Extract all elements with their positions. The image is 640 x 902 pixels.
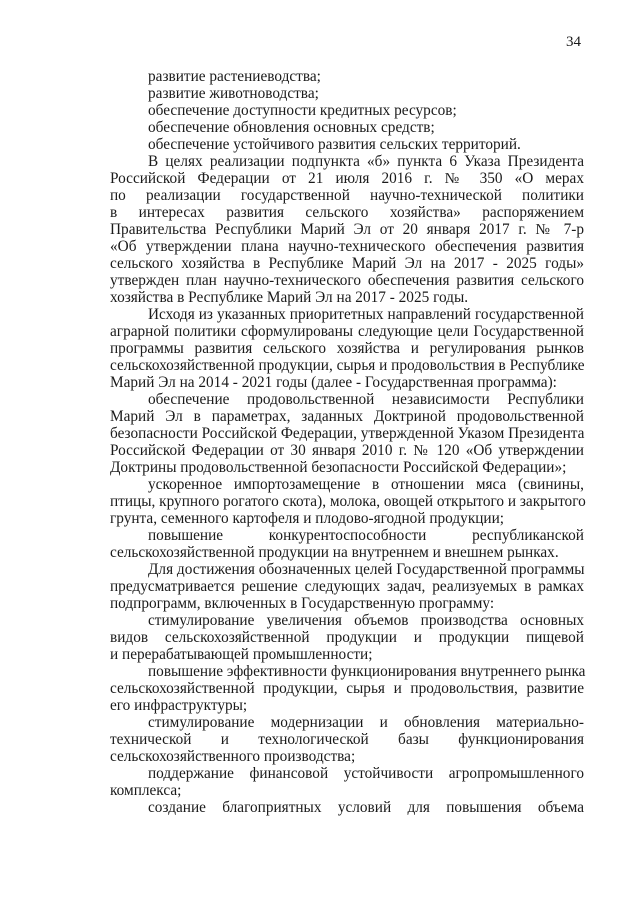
page-number: 34 [566,34,581,50]
text-line: в интересах развития сельского хозяйства» распоряжением [110,204,584,221]
text-line: хозяйства в Республике Марий Эл на 2017 - 2025 годы. [110,289,469,306]
text-line: развитие растениеводства; [148,68,321,85]
text-line: Марий Эл на 2014 - 2021 годы (далее - Государственная программа): [110,374,557,391]
text-line: сельскохозяйственной продукции на внутреннем и внешнем рынках. [110,544,559,561]
text-line: Марий Эл в параметрах, заданных Доктриной продовольственной [110,408,584,425]
text-line: создание благоприятных условий для повышения объема [148,799,584,816]
text-line: сельского хозяйства в Республике Марий Эл на 2017 - 2025 годы» [110,255,584,272]
text-line: Для достижения обозначенных целей Государственной программы [148,561,585,578]
text-line: безопасности Российской Федерации, утвержденной Указом Президента [110,425,585,442]
text-line: и перерабатывающей промышленности; [110,646,373,663]
text-line: подпрограмм, включенных в Государственную программу: [110,595,495,612]
text-line: грунта, семенного картофеля и плодово-ягодной продукции; [110,510,505,527]
document-body [110,68,584,816]
text-line: технической и технологической базы функционирования [110,731,584,748]
text-line: комплекса; [110,782,182,799]
text-line: повышение эффективности функционирования внутреннего рынка [148,663,586,680]
text-line: Российской Федерации от 21 июля 2016 г. № 350 «О мерах [110,170,584,187]
text-line: обеспечение продовольственной независимости Республики [148,391,584,408]
text-line: его инфраструктуры; [110,697,248,714]
text-line: программы развития сельского хозяйства и регулирования рынков [110,340,584,357]
text-line: ускоренное импортозамещение в отношении мяса (свинины, [148,476,584,493]
text-line: сельскохозяйственного производства; [110,748,356,765]
text-line: обеспечение доступности кредитных ресурсов; [148,102,457,119]
text-line: сельскохозяйственной продукции, сырья и продовольствия, развитие [110,680,584,697]
text-line: повышение конкурентоспособности республиканской [148,527,584,544]
text-line: птицы, крупного рогатого скота), молока, овощей открытого и закрытого [110,493,586,510]
text-line: стимулирование увеличения объемов производства основных [148,612,584,629]
text-line: стимулирование модернизации и обновления материально- [148,714,584,731]
text-line: «Об утверждении плана научно-технического обеспечения развития [110,238,584,255]
text-line: видов сельскохозяйственной продукции и продукции пищевой [110,629,584,646]
text-line: Исходя из указанных приоритетных направлений государственной [148,306,584,323]
text-line: сельскохозяйственной продукции, сырья и продовольствия в Республике [110,357,585,374]
text-line: аграрной политики сформулированы следующие цели Государственной [110,323,584,340]
text-line: Правительства Республики Марий Эл от 20 января 2017 г. № 7-р [110,221,584,238]
text-line: утвержден план научно-технического обеспечения развития сельского [110,272,584,289]
text-line: обеспечение устойчивого развития сельских территорий. [148,136,521,153]
text-line: по реализации государственной научно-технической политики [110,187,584,204]
text-line: развитие животноводства; [148,85,319,102]
text-line: поддержание финансовой устойчивости агропромышленного [148,765,584,782]
text-line: Российской Федерации от 30 января 2010 г. № 120 «Об утверждении [110,442,584,459]
text-line: предусматривается решение следующих задач, реализуемых в рамках [110,578,584,595]
text-line: В целях реализации подпункта «б» пункта 6 Указа Президента [148,153,584,170]
text-line: обеспечение обновления основных средств; [148,119,435,136]
text-line: Доктрины продовольственной безопасности Российской Федерации»; [110,459,567,476]
